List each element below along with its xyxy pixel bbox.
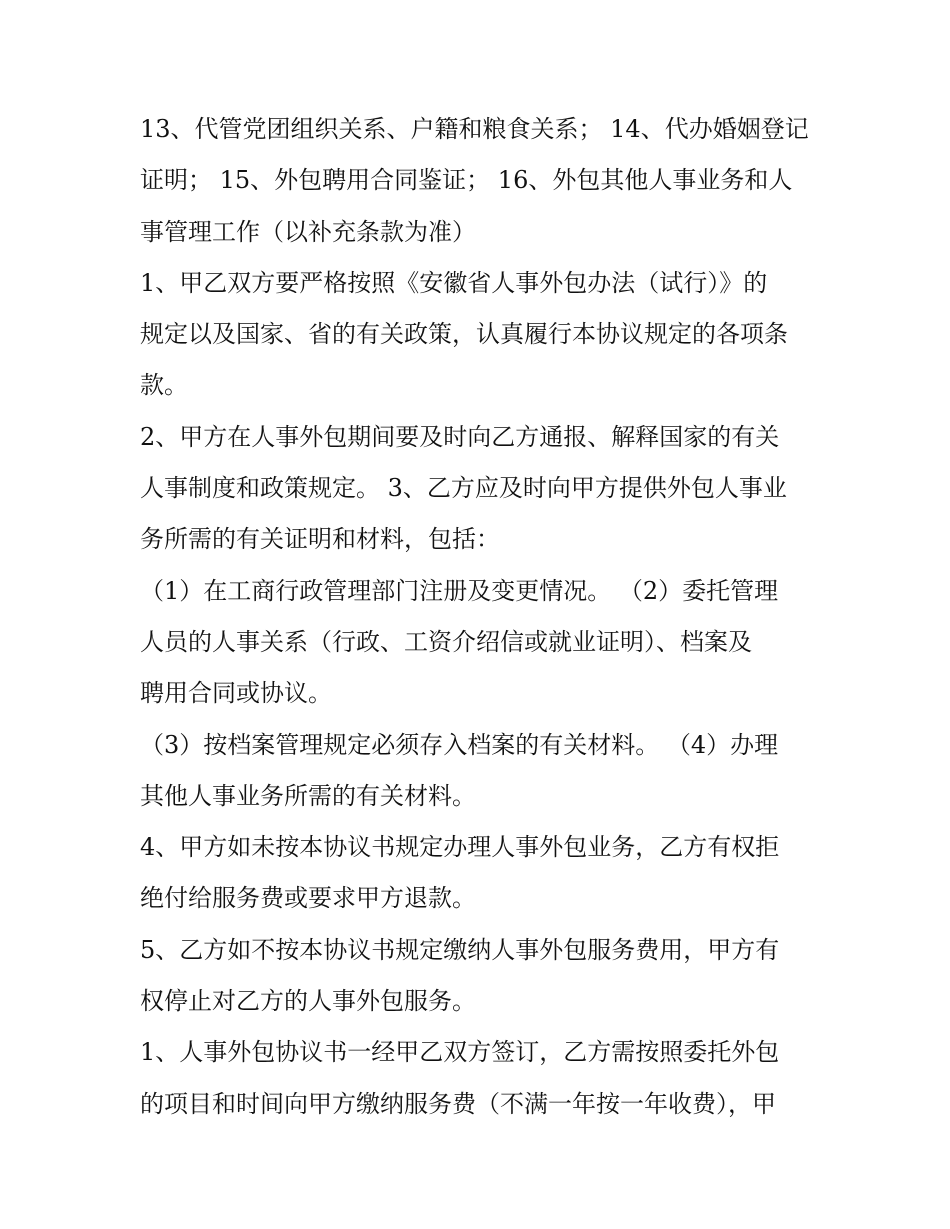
text-line: 4、甲方如未按本协议书规定办理人事外包业务，乙方有权拒 — [140, 833, 780, 862]
text-line: 权停止对乙方的人事外包服务。 — [140, 987, 476, 1016]
text-line: 2、甲方在人事外包期间要及时向乙方通报、解释国家的有关 — [140, 422, 780, 451]
paragraph-clause-4 — [140, 822, 830, 925]
text-line: 事管理工作（以补充条款为准） — [140, 217, 476, 246]
text-line: 务所需的有关证明和材料，包括： — [140, 525, 500, 554]
text-line: 规定以及国家、省的有关政策，认真履行本协议规定的各项条 — [140, 320, 788, 349]
text-line: 款。 — [140, 371, 188, 400]
text-line: 5、乙方如不按本协议书规定缴纳人事外包服务费用，甲方有 — [140, 935, 780, 964]
text-line: 1、甲乙双方要严格按照《安徽省人事外包办法（试行）》的 — [140, 268, 768, 297]
text-line: 其他人事业务所需的有关材料。 — [140, 781, 476, 810]
text-line: 的项目和时间向甲方缴纳服务费（不满一年按一年收费），甲 — [140, 1089, 776, 1118]
text-line: 绝付给服务费或要求甲方退款。 — [140, 884, 476, 913]
paragraph-clause-5 — [140, 925, 830, 1028]
paragraph-services-13-16 — [140, 104, 830, 258]
text-line: 1、人事外包协议书一经甲乙双方签订，乙方需按照委托外包 — [140, 1038, 780, 1067]
text-line: 13、代管党团组织关系、户籍和粮食关系； 14、代办婚姻登记 — [140, 115, 809, 143]
document-body — [140, 104, 830, 1130]
text-line: 人事制度和政策规定。 3、乙方应及时向甲方提供外包人事业 — [140, 474, 787, 503]
text-line: （1）在工商行政管理部门注册及变更情况。 （2）委托管理 — [140, 576, 779, 605]
paragraph-materials-1-2 — [140, 566, 830, 720]
text-line: 证明； 15、外包聘用合同鉴证； 16、外包其他人事业务和人 — [140, 166, 793, 195]
text-line: （3）按档案管理规定必须存入档案的有关材料。 （4）办理 — [140, 730, 779, 759]
paragraph-clause-1 — [140, 258, 830, 412]
text-line: 人员的人事关系（行政、工资介绍信或就业证明）、档案及 — [140, 627, 752, 656]
text-line: 聘用合同或协议。 — [140, 679, 332, 708]
paragraph-clause-2-3 — [140, 412, 830, 566]
paragraph-materials-3-4 — [140, 720, 830, 823]
paragraph-fee-clause-1 — [140, 1027, 830, 1130]
